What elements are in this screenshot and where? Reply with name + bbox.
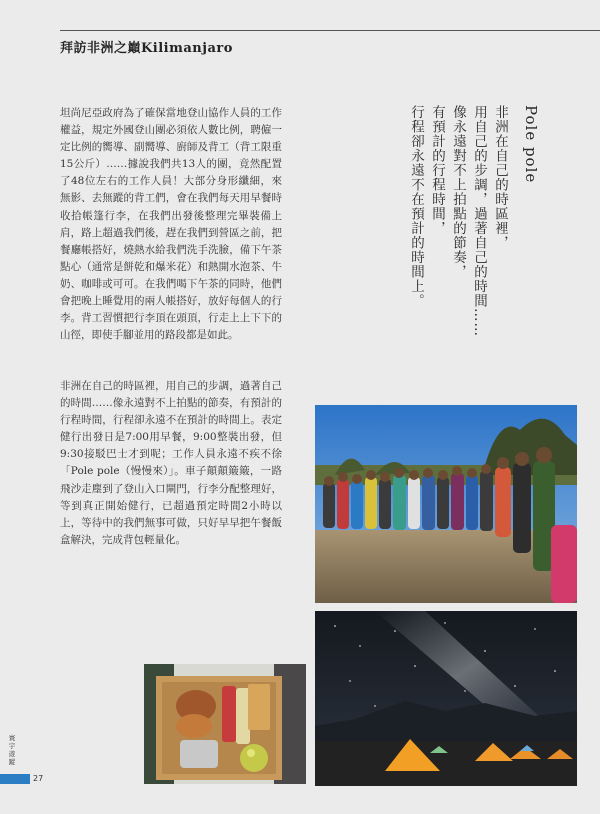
quote-line-2: 用自己的步調，過著自己的時間…… xyxy=(471,105,487,337)
body-paragraph-2: 非洲在自己的時區裡，用自己的步調，過著自己的時間……像永遠對不上拍點的節奏，有預計的行程時間，行程卻永遠不在預計的時間上。表定健行出發日是7:00用早餐，9:00整裝出發，但9:30接駁巴士才到呢；工作人員永遠不疾不徐「Pole pole（慢慢來）」。車子顛顛簸簸，一路飛沙走塵到了登山入口閘門，行李分配整理好，等到真正開始健行，已超過預定時間2小時以上，等待中的我們無事可做，只好早早把午餐飯盒解決，完成背包輕量化。 xyxy=(60,380,282,546)
page-number: 27 xyxy=(33,774,44,783)
page-title: 拜訪非洲之巔Kilimanjaro xyxy=(60,41,233,56)
night-camp-photo xyxy=(315,611,577,786)
quote-line-4: 有預計的行程時間， xyxy=(429,105,445,236)
quote-title: Pole pole xyxy=(522,105,540,184)
vertical-quote xyxy=(405,105,540,365)
top-rule xyxy=(60,30,600,31)
quote-line-5: 行程卻永遠不在預計的時間上。 xyxy=(408,105,424,308)
quote-line-1: 非洲在自己的時區裡， xyxy=(492,105,508,250)
crew-group-photo xyxy=(315,405,577,603)
quote-line-3: 像永遠對不上拍點的節奏， xyxy=(450,105,466,279)
lunch-box-photo xyxy=(144,664,306,784)
body-paragraph-1: 坦尚尼亞政府為了確保當地登山協作人員的工作權益，規定外國登山團必須依人數比例，聘僱一定比例的嚮導、副嚮導、廚師及背工（背工限重15公斤）……據說我們共13人的團，竟然配置了48位左右的工作人員！大部分身形纖細，來無影、去無蹤的背工們，會在我們每天用早餐時收拾帳篷行李，在我們出發後整理完畢裝備上肩，路上超過我們後，趕在我們到營區之前，把餐廳帳搭好，燒熱水給我們洗手洗臉，備下午茶點心（通常是餅乾和爆米花）和熱開水泡茶、牛奶、咖啡或可可。在我們喝下午茶的同時，他們會把晚上睡覺用的兩人帳搭好，放好每個人的行李。背工習慣把行李頂在頭頂，行走上上下下的山徑，即使手腳並用的路段都是如此。 xyxy=(60,107,282,342)
page-accent-bar xyxy=(0,774,30,784)
section-label: 寰宇遊蹤 xyxy=(8,734,16,766)
